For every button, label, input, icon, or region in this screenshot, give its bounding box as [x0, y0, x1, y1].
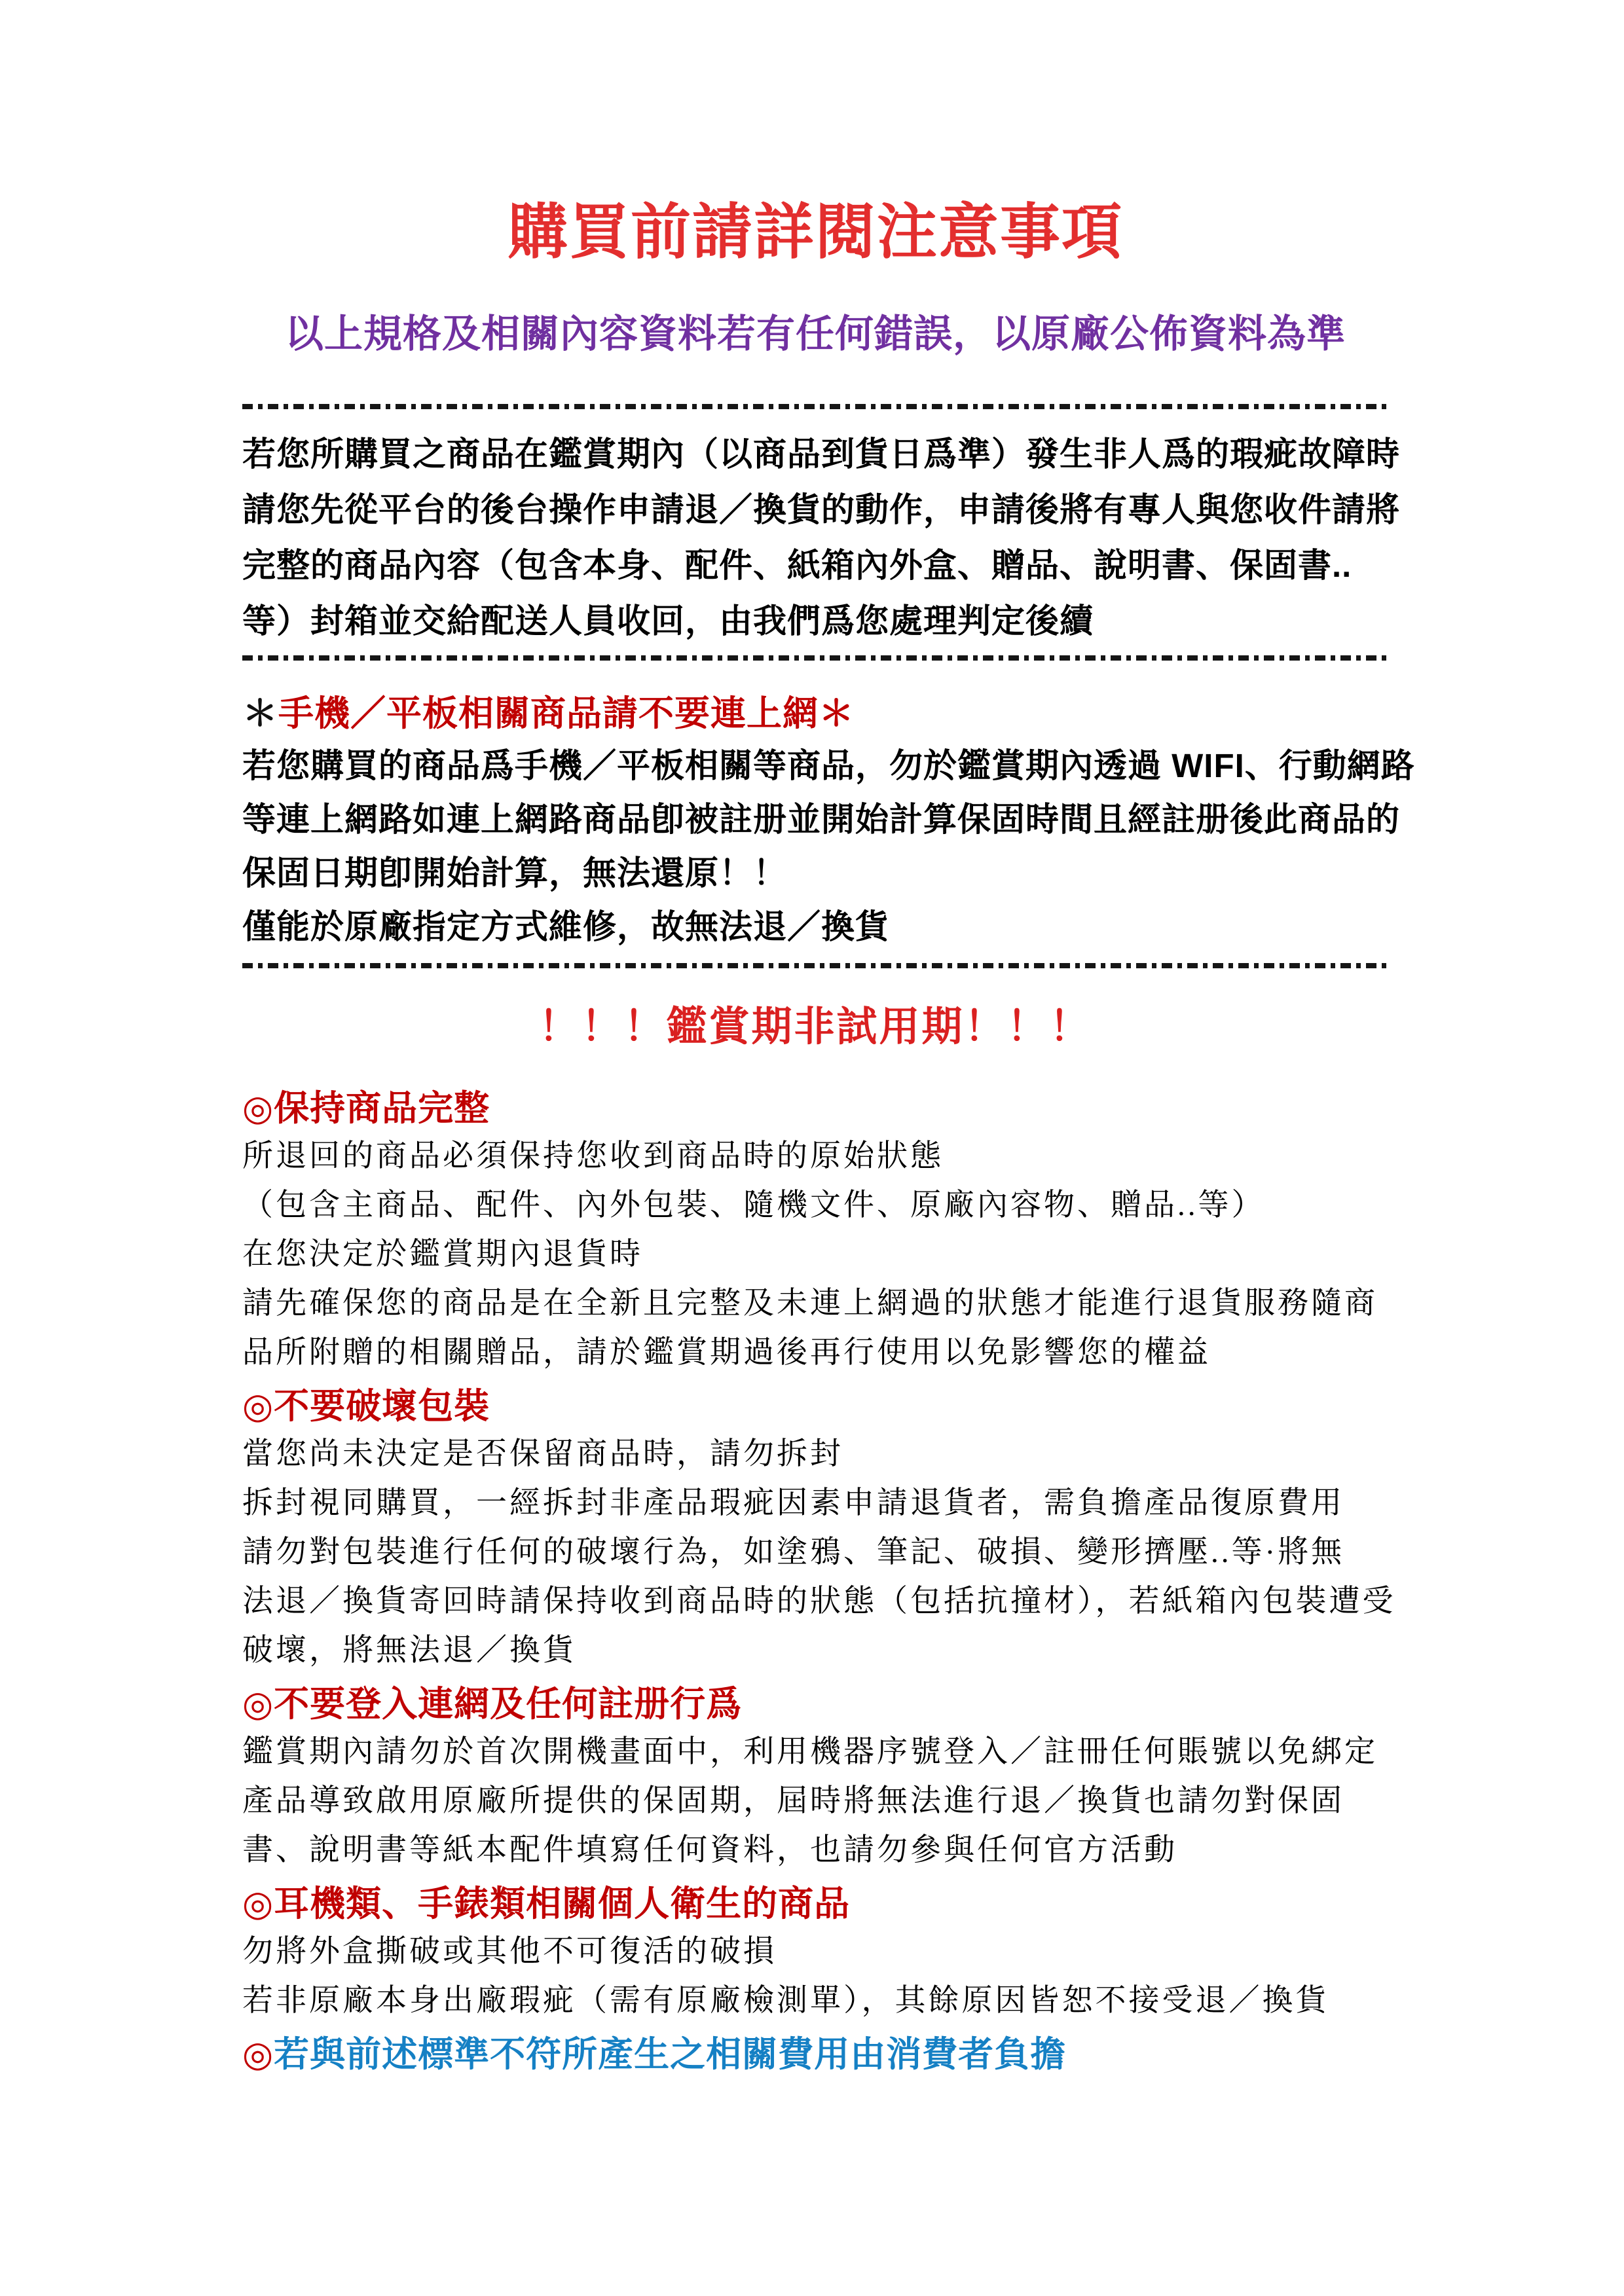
notice-line: 保固日期卽開始計算，無法還原！！: [242, 854, 788, 892]
phone-warning-text: 手機／平板相關商品請不要連上網: [278, 694, 819, 733]
rule-body: [242, 1430, 1396, 1675]
rule-heading: ◎不要登入連網及任何註册行爲: [242, 1685, 743, 1724]
disclaimer-subtitle: 以上規格及相關內容資料若有任何錯誤，以原廠公佈資料為準: [284, 312, 1346, 355]
notice-line: 法退／換貨寄回時請保持收到商品時的狀態（包括抗撞材），若紙箱內包裝遭受: [242, 1584, 1396, 1618]
rule-heading: ◎保持商品完整: [242, 1089, 490, 1128]
rule-section-hygiene-products: [242, 1880, 1388, 2026]
dashed-divider: [242, 963, 1388, 968]
notice-line: （包含主商品、配件、內外包裝、隨機文件、原廠內容物、贈品..等）: [242, 1188, 1265, 1222]
notice-line: 僅能於原廠指定方式維修，故無法退／換貨: [242, 908, 890, 945]
rule-heading: ◎不要破壞包裝: [242, 1387, 490, 1426]
footer-note: [242, 2031, 1388, 2078]
phone-warning-paragraph: [242, 739, 1415, 954]
page-title: 購買前請詳閱注意事項: [507, 199, 1123, 266]
notice-line: 品所附贈的相關贈品，請於鑑賞期過後再行使用以免影響您的權益: [242, 1336, 1211, 1370]
notice-line: 在您決定於鑑賞期內退貨時: [242, 1237, 643, 1271]
phone-warning-heading: [242, 688, 1388, 739]
notice-line: 當您尚未決定是否保留商品時，請勿拆封: [242, 1437, 843, 1471]
footer-note-text: 若與前述標準不符所產生之相關費用由消費者負擔: [274, 2035, 1067, 2074]
notice-line: 請先確保您的商品是在全新且完整及未連上網過的狀態才能進行退貨服務隨商: [242, 1286, 1378, 1321]
notice-line: 破壞，將無法退／換貨: [242, 1633, 576, 1667]
notice-line: 書、說明書等紙本配件填寫任何資料，也請勿參與任何官方活動: [242, 1833, 1177, 1867]
notice-line: 若您所購買之商品在鑑賞期內（以商品到貨日爲準）發生非人爲的瑕疵故障時: [242, 435, 1401, 473]
notice-line: 若非原廠本身出廠瑕疵（需有原廠檢測單），其餘原因皆恕不接受退／換貨: [242, 1984, 1329, 2018]
rule-section-no-package-damage: [242, 1383, 1396, 1675]
notice-line: 拆封視同購買，一經拆封非產品瑕疵因素申請退貨者，需負擔產品復原費用: [242, 1486, 1344, 1520]
appreciation-period-banner: ！！！鑑賞期非試用期！！！: [538, 1005, 1092, 1049]
rule-section-no-registration: [242, 1681, 1388, 1875]
rule-body: [242, 1132, 1388, 1377]
asterisk-suffix: ＊: [819, 694, 855, 733]
rule-heading: ◎耳機類、手錶類相關個人衛生的商品: [242, 1884, 851, 1923]
dashed-divider: [242, 655, 1388, 661]
double-circle-icon: ◎: [242, 2035, 274, 2074]
return-process-paragraph: [242, 426, 1401, 649]
rule-body: [242, 1728, 1388, 1875]
notice-line: 請您先從平台的後台操作申請退／換貨的動作，申請後將有專人與您收件請將: [242, 491, 1401, 528]
notice-line: 請勿對包裝進行任何的破壞行為，如塗鴉、筆記、破損、變形擠壓..等·將無: [242, 1535, 1345, 1569]
dashed-divider: [242, 404, 1388, 409]
notice-line: 勿將外盒撕破或其他不可復活的破損: [242, 1935, 777, 1969]
notice-line: 所退回的商品必須保持您收到商品時的原始狀態: [242, 1139, 944, 1173]
rule-section-keep-intact: [242, 1085, 1388, 1377]
notice-line: 等）封箱並交給配送人員收回，由我們爲您處理判定後續: [242, 602, 1094, 640]
asterisk-prefix: ＊: [242, 694, 278, 733]
notice-line: 產品導致啟用原廠所提供的保固期，屆時將無法進行退／換貨也請勿對保固: [242, 1784, 1344, 1818]
notice-line: 若您購買的商品爲手機／平板相關等商品，勿於鑑賞期內透過 WIFI、行動網路: [242, 747, 1415, 784]
notice-line: 鑑賞期內請勿於首次開機畫面中，利用機器序號登入／註冊任何賬號以免綁定: [242, 1735, 1378, 1769]
rule-body: [242, 1927, 1388, 2026]
notice-line: 完整的商品內容（包含本身、配件、紙箱內外盒、贈品、說明書、保固書..: [242, 547, 1352, 584]
notice-line: 等連上網路如連上網路商品卽被註册並開始計算保固時間且經註册後此商品的: [242, 801, 1401, 838]
